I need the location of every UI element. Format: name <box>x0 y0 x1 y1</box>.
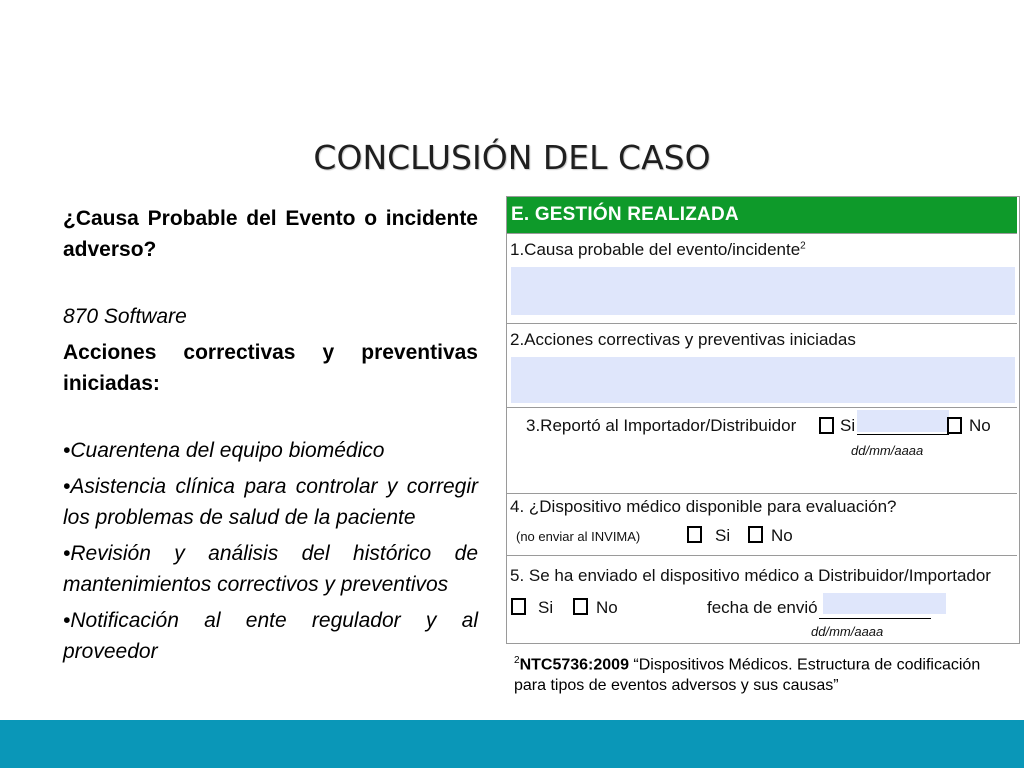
bottom-bar <box>0 720 1024 768</box>
form-section-3 <box>507 407 1017 494</box>
question-actions: Acciones correctivas y preventivas iniciadas: <box>63 341 478 395</box>
sent-date-hint: dd/mm/aaaa <box>811 624 884 639</box>
sent-no-checkbox <box>573 598 588 615</box>
reported-date-line <box>857 434 949 435</box>
available-no-checkbox <box>748 526 763 543</box>
form-header: E. GESTIÓN REALIZADA <box>507 197 1017 233</box>
bullet-item: •Cuarentena del equipo biomédico <box>63 439 385 462</box>
reported-date-hint: dd/mm/aaaa <box>851 443 924 458</box>
section-4-label: 4. ¿Dispositivo médico disponible para evaluación? <box>510 497 897 516</box>
section-1-label: 1.Causa probable del evento/incidente$^2$ <box>510 240 806 259</box>
sent-yes-checkbox <box>511 598 526 615</box>
cause-field <box>511 267 1015 315</box>
slide-title: CONCLUSIÓN DEL CASO <box>313 138 711 177</box>
question-probable-cause: ¿Causa Probable del Evento o incidente adverso? <box>63 207 478 261</box>
sent-date-label: fecha de envió <box>707 598 818 617</box>
case-summary <box>63 203 478 672</box>
reported-yes-label: Si <box>840 416 856 435</box>
sent-yes-label: Si <box>538 598 554 617</box>
form-section-4 <box>507 493 1017 556</box>
form-section-2 <box>507 323 1017 408</box>
management-form-image <box>506 196 1020 644</box>
available-yes-label: Si <box>715 526 731 545</box>
available-no-label: No <box>771 526 793 545</box>
form-section-1 <box>507 233 1017 324</box>
section-3-label: 3.Reportó al Importador/Distribuidor <box>526 416 797 435</box>
footnote-code: NTC5736:2009 <box>519 656 629 674</box>
form-section-5 <box>507 555 1017 644</box>
reported-yes-checkbox <box>819 417 834 434</box>
answer-probable-cause: 870 Software <box>63 305 187 328</box>
available-yes-checkbox <box>687 526 702 543</box>
sent-date-field <box>823 593 946 614</box>
section-4-note: (no enviar al INVIMA) <box>516 529 641 544</box>
footnote <box>514 650 1004 696</box>
bullet-item: •Asistencia clínica para controlar y corregir los problemas de salud de la paciente <box>63 475 478 529</box>
bullet-item: •Revisión y análisis del histórico de mantenimientos correctivos y preventivos <box>63 542 478 596</box>
section-5-label: 5. Se ha enviado el dispositivo médico a Distribuidor/Importador <box>510 566 991 585</box>
sent-date-line <box>819 618 931 619</box>
reported-no-checkbox <box>947 417 962 434</box>
footnote-text: “Dispositivos Médicos. Estructura de codificación para tipos de eventos adversos y sus causas” <box>514 656 981 695</box>
section-2-label: 2.Acciones correctivas y preventivas iniciadas <box>510 330 856 349</box>
actions-field <box>511 357 1015 403</box>
sent-no-label: No <box>596 598 618 617</box>
footnote-marker: 2 <box>514 655 520 666</box>
reported-date-field <box>857 410 949 432</box>
bullet-item: •Notificación al ente regulador y al proveedor <box>63 609 478 663</box>
reported-no-label: No <box>969 416 991 435</box>
